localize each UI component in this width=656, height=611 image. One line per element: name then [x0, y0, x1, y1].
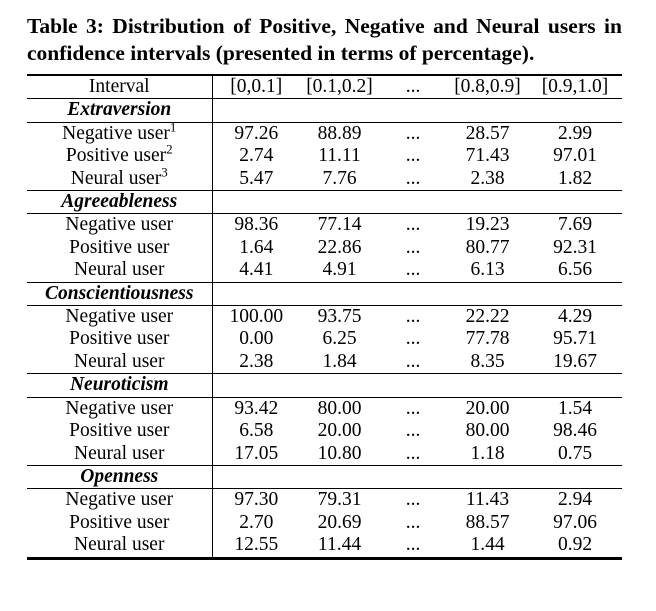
- value-cell: 77.78: [465, 328, 510, 350]
- value-cell: 0.92: [557, 534, 593, 556]
- section-label: Neuroticism: [27, 374, 212, 397]
- row-label: [27, 214, 212, 237]
- value-cell: 22.22: [465, 306, 510, 328]
- table-row: [27, 397, 622, 420]
- ellipsis-cell: ...: [405, 511, 421, 533]
- distribution-table: [27, 74, 622, 560]
- row-label-text: Positive user: [65, 145, 167, 167]
- row-label: [27, 119, 212, 145]
- table-row: [27, 168, 622, 191]
- value-cell: 8.35: [447, 351, 528, 374]
- caption-line-2: confidence intervals (presented in terms of percentage).: [27, 40, 535, 65]
- value-cell: 11.44: [317, 534, 362, 556]
- section-label: Extraversion: [27, 99, 212, 122]
- value-cell: 6.58: [239, 420, 274, 442]
- row-label-text: Positive user: [69, 420, 170, 442]
- column-header-ellipsis: ...: [379, 75, 447, 99]
- row-label-superscript: 3: [161, 164, 168, 180]
- row-label: [27, 534, 212, 558]
- column-header-bin-4: [0.8,0.9]: [447, 75, 528, 99]
- value-cell: 11.11: [318, 145, 361, 167]
- table-row: [27, 420, 622, 442]
- row-label-text: Positive user: [69, 511, 170, 533]
- value-cell: 22.86: [317, 236, 362, 258]
- value-cell: 98.46: [553, 420, 597, 442]
- value-cell: 2.99: [557, 122, 593, 144]
- value-cell: 97.26: [234, 122, 279, 144]
- value-cell: 28.57: [465, 122, 510, 144]
- table-row: [27, 259, 622, 282]
- table-row: [27, 351, 622, 374]
- value-cell: 88.89: [317, 122, 362, 144]
- section-row-agreeableness: [27, 191, 622, 214]
- value-cell: 19.67: [528, 351, 622, 374]
- value-cell: 4.91: [300, 259, 379, 282]
- section-label: Openness: [27, 465, 212, 488]
- value-cell: 17.05: [212, 443, 300, 466]
- row-label-text: Positive user: [69, 328, 170, 350]
- table-caption: [27, 13, 622, 66]
- value-cell: 20.69: [317, 511, 362, 533]
- column-header-bin-5: [0.9,1.0]: [528, 75, 622, 99]
- column-header-interval: Interval: [27, 75, 212, 99]
- value-cell: 2.70: [239, 511, 274, 533]
- row-label-text: Negative user: [65, 397, 174, 419]
- column-header-bin-2: [0.1,0.2]: [300, 75, 379, 99]
- value-cell: 93.42: [234, 397, 279, 419]
- section-row-openness: [27, 465, 622, 488]
- value-cell: 11.43: [465, 489, 510, 511]
- table-row: [27, 145, 622, 167]
- row-label-superscript: 2: [166, 141, 173, 157]
- ellipsis-cell: ...: [405, 420, 421, 442]
- section-row-filler: [212, 99, 622, 122]
- section-row-filler: [212, 282, 622, 305]
- value-cell: 71.43: [465, 145, 510, 167]
- value-cell: 2.94: [557, 489, 593, 511]
- value-cell: 79.31: [317, 489, 362, 511]
- table-row: [27, 512, 622, 534]
- row-label: [27, 397, 212, 420]
- value-cell: 1.54: [557, 397, 593, 419]
- value-cell: 5.47: [212, 168, 300, 191]
- row-label: [27, 328, 212, 350]
- value-cell: 2.38: [212, 351, 300, 374]
- row-label: [27, 237, 212, 259]
- row-label-text: Neural user: [74, 350, 165, 372]
- value-cell: 7.76: [300, 168, 379, 191]
- ellipsis-cell: ...: [379, 259, 447, 282]
- row-label-text: Negative user: [65, 489, 174, 511]
- row-label: [27, 489, 212, 512]
- row-label-text: Negative user: [62, 122, 170, 144]
- value-cell: 100.00: [229, 306, 284, 328]
- ellipsis-cell: ...: [405, 122, 421, 144]
- caption-line-1: Table 3: Distribution of Positive, Negative and Neural users in: [27, 14, 622, 38]
- section-row-filler: [212, 191, 622, 214]
- ellipsis-cell: ...: [405, 145, 421, 167]
- row-label-text: Negative user: [65, 214, 174, 236]
- ellipsis-cell: ...: [405, 236, 421, 258]
- row-label: [27, 164, 212, 191]
- section-row-filler: [212, 465, 622, 488]
- value-cell: 80.00: [465, 420, 510, 442]
- ellipsis-cell: ...: [379, 168, 447, 191]
- value-cell: 93.75: [317, 306, 362, 328]
- value-cell: 6.13: [447, 259, 528, 282]
- row-label: [27, 351, 212, 374]
- header-row: [27, 75, 622, 99]
- row-label-text: Neural user: [74, 259, 165, 281]
- value-cell: 1.44: [470, 534, 505, 556]
- ellipsis-cell: ...: [405, 306, 421, 328]
- value-cell: 20.00: [465, 397, 510, 419]
- value-cell: 10.80: [300, 443, 379, 466]
- ellipsis-cell: ...: [405, 534, 421, 556]
- value-cell: 98.36: [234, 214, 279, 236]
- table-row: [27, 237, 622, 259]
- table-row: [27, 489, 622, 512]
- row-label-text: Neural user: [74, 534, 165, 556]
- row-label-text: Neural user: [74, 442, 165, 464]
- table-row: [27, 214, 622, 237]
- ellipsis-cell: ...: [405, 489, 421, 511]
- value-cell: 1.82: [528, 168, 622, 191]
- ellipsis-cell: ...: [379, 443, 447, 466]
- value-cell: 4.41: [212, 259, 300, 282]
- value-cell: 20.00: [317, 420, 362, 442]
- table-row: [27, 122, 622, 145]
- row-label-text: Positive user: [69, 236, 170, 258]
- table-row: [27, 328, 622, 350]
- row-label-text: Neural user: [70, 167, 162, 189]
- table-row: [27, 306, 622, 329]
- row-label: [27, 512, 212, 534]
- value-cell: 80.00: [317, 397, 362, 419]
- value-cell: 0.00: [239, 328, 274, 350]
- section-row-conscientiousness: [27, 282, 622, 305]
- value-cell: 80.77: [465, 236, 510, 258]
- value-cell: 12.55: [234, 534, 279, 556]
- row-label: [27, 443, 212, 466]
- row-label-text: Negative user: [65, 306, 174, 328]
- row-label: [27, 306, 212, 329]
- value-cell: 19.23: [465, 214, 510, 236]
- value-cell: 92.31: [553, 236, 597, 258]
- section-label: Agreeableness: [27, 191, 212, 214]
- value-cell: 1.64: [239, 236, 274, 258]
- value-cell: 6.25: [322, 328, 357, 350]
- value-cell: 1.18: [447, 443, 528, 466]
- value-cell: 2.74: [239, 145, 274, 167]
- value-cell: 97.06: [553, 511, 597, 533]
- ellipsis-cell: ...: [405, 328, 421, 350]
- row-label: [27, 420, 212, 442]
- value-cell: 88.57: [465, 511, 510, 533]
- ellipsis-cell: ...: [405, 214, 421, 236]
- row-label: [27, 141, 212, 167]
- column-header-bin-1: [0,0.1]: [212, 75, 300, 99]
- value-cell: 7.69: [557, 214, 593, 236]
- value-cell: 97.01: [553, 145, 597, 167]
- ellipsis-cell: ...: [379, 351, 447, 374]
- ellipsis-cell: ...: [405, 397, 421, 419]
- value-cell: 6.56: [528, 259, 622, 282]
- value-cell: 77.14: [317, 214, 362, 236]
- section-label: Conscientiousness: [27, 282, 212, 305]
- section-row-neuroticism: [27, 374, 622, 397]
- value-cell: 0.75: [528, 443, 622, 466]
- value-cell: 1.84: [300, 351, 379, 374]
- value-cell: 97.30: [234, 489, 279, 511]
- table-row: [27, 443, 622, 466]
- row-label-superscript: 1: [169, 119, 177, 135]
- table-row: [27, 534, 622, 558]
- value-cell: 95.71: [553, 328, 597, 350]
- section-row-filler: [212, 374, 622, 397]
- row-label: [27, 259, 212, 282]
- section-row-extraversion: [27, 99, 622, 122]
- value-cell: 4.29: [557, 306, 593, 328]
- value-cell: 2.38: [447, 168, 528, 191]
